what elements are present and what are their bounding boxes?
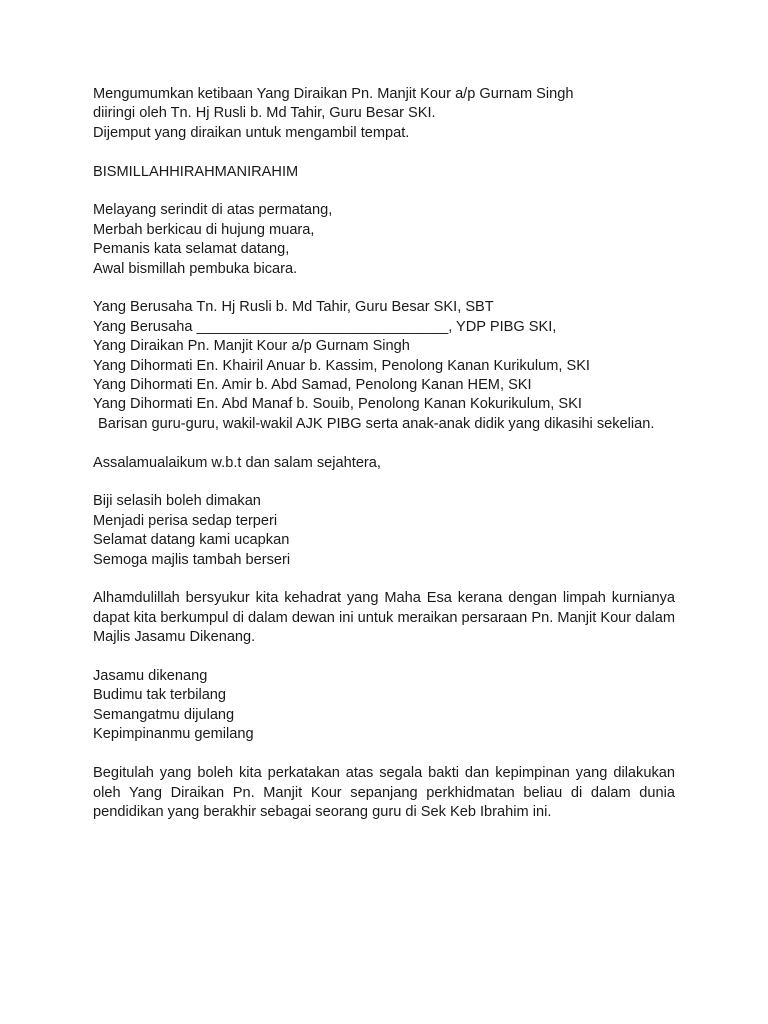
announcement-block — [93, 85, 675, 143]
pantun-line: Semoga majlis tambah berseri — [93, 551, 291, 568]
salutation-line: Yang Berusaha Tn. Hj Rusli b. Md Tahir, Guru Besar SKI, SBT — [93, 299, 494, 316]
pantun-opening — [93, 201, 675, 279]
announcement-line: Dijemput yang diraikan untuk mengambil tempat. — [93, 124, 410, 141]
gratitude-paragraph: Alhamdulillah bersyukur kita kehadrat yang Maha Esa kerana dengan limpah kurnianya dapat kita berkumpul di dalam dewan ini untuk meraikan persaraan Pn. Manjit Kour dalam Majlis Jasamu Dikenang. — [93, 590, 675, 646]
announcement-line: diiringi oleh Tn. Hj Rusli b. Md Tahir, Guru Besar SKI. — [93, 105, 436, 122]
announcement-line: Mengumumkan ketibaan Yang Diraikan Pn. Manjit Kour a/p Gurnam Singh — [93, 86, 574, 102]
salutation-closing: Barisan guru-guru, wakil-wakil AJK PIBG serta anak-anak didik yang dikasihi sekelian. — [98, 415, 655, 432]
pantun-line: Awal bismillah pembuka bicara. — [93, 260, 298, 277]
pantun-line: Menjadi perisa sedap terperi — [93, 512, 278, 529]
poem-line: Semangatmu dijulang — [93, 706, 235, 723]
poem-line: Kepimpinanmu gemilang — [93, 726, 254, 743]
pantun-welcome — [93, 492, 675, 570]
salutation-line: Yang Diraikan Pn. Manjit Kour a/p Gurnam Singh — [93, 338, 410, 355]
poem-line: Budimu tak terbilang — [93, 687, 227, 704]
tribute-poem — [93, 667, 675, 745]
pantun-line: Melayang serindit di atas permatang, — [93, 202, 333, 219]
speech-document — [93, 85, 675, 842]
pantun-line: Pemanis kata selamat datang, — [93, 241, 290, 258]
salutation-line: Yang Dihormati En. Abd Manaf b. Souib, Penolong Kanan Kokurikulum, SKI — [93, 396, 582, 413]
salutations-block — [93, 298, 675, 434]
greeting: Assalamualaikum w.b.t dan salam sejahtera, — [93, 454, 381, 471]
tribute-paragraph: Begitulah yang boleh kita perkatakan atas segala bakti dan kepimpinan yang dilakukan oleh Yang Diraikan Pn. Manjit Kour sepanjang perkhidmatan beliau di dalam dunia pendidikan yang berakhir sebagai seorang guru di Sek Keb Ibrahim ini. — [93, 765, 675, 820]
poem-line: Jasamu dikenang — [93, 668, 208, 685]
salutation-line: Yang Berusaha _______________________________, YDP PIBG SKI, — [93, 318, 557, 335]
pantun-line: Biji selasih boleh dimakan — [93, 493, 261, 510]
salutation-line: Yang Dihormati En. Khairil Anuar b. Kassim, Penolong Kanan Kurikulum, SKI — [93, 357, 590, 374]
salutation-line: Yang Dihormati En. Amir b. Abd Samad, Penolong Kanan HEM, SKI — [93, 377, 532, 394]
bismillah-heading: BISMILLAHHIRAHMANIRAHIM — [93, 163, 299, 180]
pantun-line: Selamat datang kami ucapkan — [93, 532, 290, 549]
pantun-line: Merbah berkicau di hujung muara, — [93, 221, 315, 238]
